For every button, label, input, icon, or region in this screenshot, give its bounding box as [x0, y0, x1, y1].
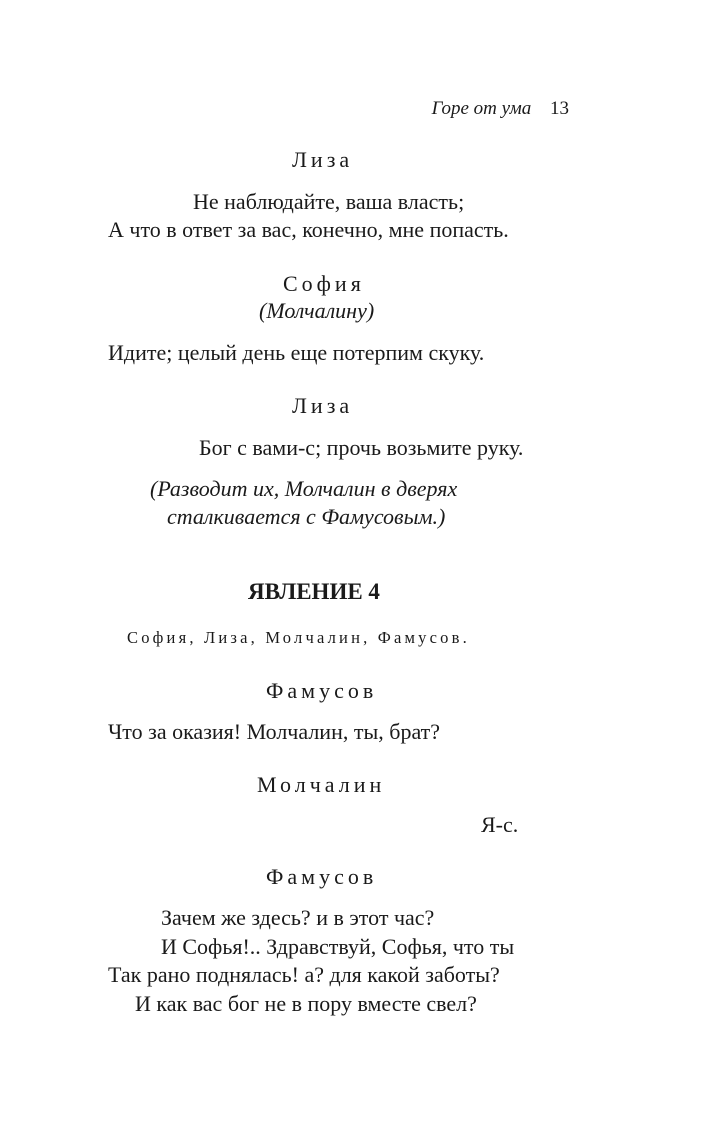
speaker-name: Фамусов: [266, 864, 378, 889]
speaker-name: Лиза: [292, 393, 354, 418]
verse-line: Не наблюдайте, ваша власть;: [193, 189, 465, 214]
verse-line: А что в ответ за вас, конечно, мне попасть.: [108, 217, 509, 242]
stage-direction: (Молчалину): [259, 298, 375, 323]
verse-line: Что за оказия! Молчалин, ты, брат?: [108, 719, 441, 744]
stage-direction: сталкивается с Фамусовым.): [167, 504, 446, 529]
speaker-name: Молчалин: [257, 772, 386, 797]
verse-line: И Софья!.. Здравствуй, Софья, что ты: [161, 934, 515, 959]
page-number: 13: [550, 98, 569, 119]
verse-line: Идите; целый день еще потерпим скуку.: [108, 340, 485, 365]
stage-direction: (Разводит их, Молчалин в дверях: [150, 476, 458, 501]
scene-heading: ЯВЛЕНИЕ 4: [248, 579, 380, 604]
verse-line: И как вас бог не в пору вместе свел?: [135, 991, 477, 1016]
verse-line: Так рано поднялась! а? для какой заботы?: [108, 962, 500, 987]
verse-line: Я-с.: [481, 812, 519, 837]
cast-list: София, Лиза, Молчалин, Фамусов.: [127, 628, 470, 647]
speaker-name: Лиза: [292, 147, 354, 172]
verse-line: Зачем же здесь? и в этот час?: [161, 905, 435, 930]
verse-line: Бог с вами-с; прочь возьмите руку.: [199, 435, 524, 460]
speaker-name: Фамусов: [266, 678, 378, 703]
running-head: [432, 96, 569, 122]
speaker-name: София: [283, 271, 365, 296]
book-title: Горе от ума: [431, 98, 532, 119]
